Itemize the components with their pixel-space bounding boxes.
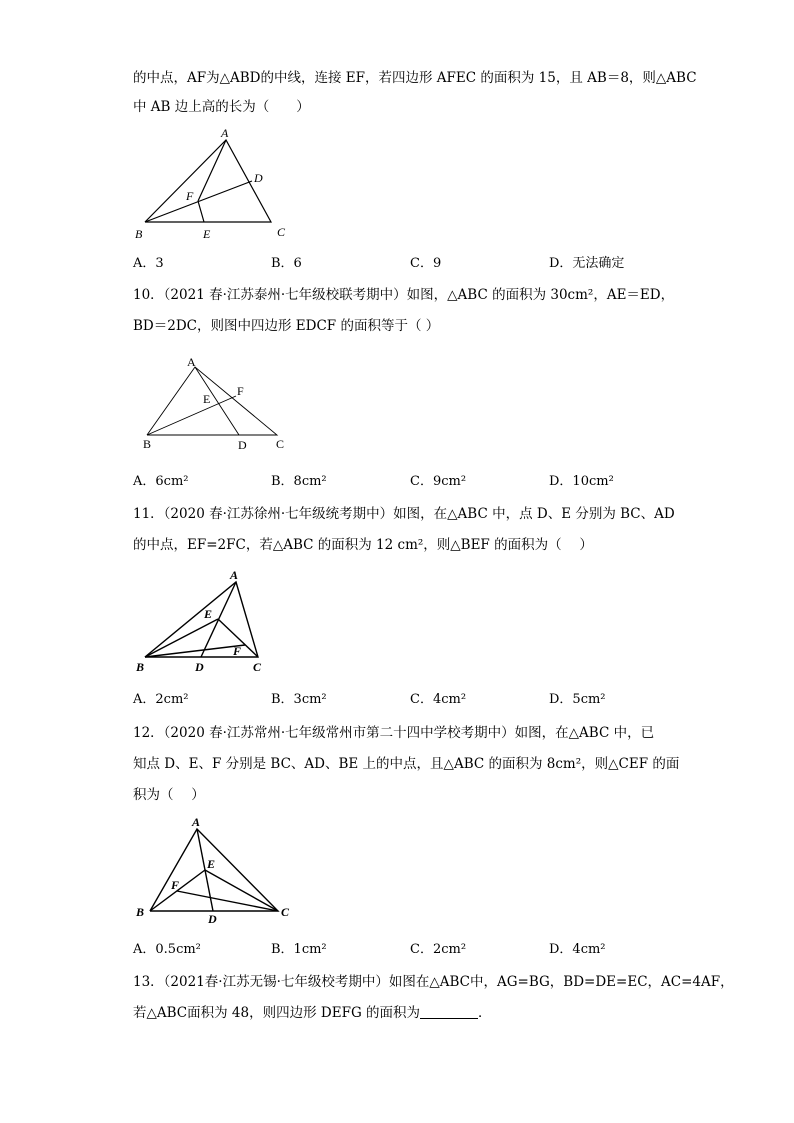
q9-text-line1: 的中点，AF为△ABD的中线，连接 EF，若四边形 AFEC 的面积为 15，且 AB＝8，则△ABC bbox=[133, 70, 697, 86]
q9-label-b: B bbox=[135, 227, 143, 241]
q11-figure bbox=[133, 565, 273, 677]
q10-label-d: D bbox=[238, 438, 247, 452]
q9-label-c: C bbox=[277, 225, 286, 239]
q10-label-c: C bbox=[276, 437, 285, 451]
q9-option-c[interactable]: C．9 bbox=[410, 256, 442, 271]
q11-label-f: F bbox=[233, 644, 242, 658]
q12-text-line1: 12．（2020 春·江苏常州·七年级常州市第二十四中学校考期中）如图，在△ABC 中，已 bbox=[133, 725, 655, 741]
q10-label-e: E bbox=[203, 392, 211, 406]
q11-label-b: B bbox=[136, 660, 145, 674]
q9-option-a[interactable]: A．3 bbox=[133, 256, 164, 271]
q13-line2-suffix: ． bbox=[478, 1005, 492, 1021]
q12-label-e: E bbox=[207, 857, 216, 871]
q11-label-c: C bbox=[253, 660, 262, 674]
q10-option-b[interactable]: B．8cm² bbox=[271, 474, 327, 489]
q11-option-d[interactable]: D．5cm² bbox=[549, 692, 606, 707]
q9-label-a: A bbox=[221, 126, 229, 140]
q12-label-a: A bbox=[192, 815, 201, 829]
q12-text-line2: 知点 D、E、F 分别是 BC、AD、BE 上的中点，且△ABC 的面积为 8cm²，则△CEF 的面 bbox=[133, 756, 680, 772]
q12-label-d: D bbox=[208, 912, 217, 925]
q12-label-b: B bbox=[136, 905, 145, 919]
q10-figure bbox=[135, 352, 295, 454]
q11-option-c[interactable]: C．4cm² bbox=[410, 692, 467, 707]
q13-text-line1: 13．（2021春·江苏无锡·七年级校考期中）如图在△ABC中，AG=BG，BD=DE=EC，AC=4AF， bbox=[133, 974, 734, 990]
q9-text-line2: 中 AB 边上高的长为（ ） bbox=[133, 99, 310, 115]
q11-label-d: D bbox=[195, 660, 204, 674]
q12-option-b[interactable]: B．1cm² bbox=[271, 942, 327, 957]
q12-option-c[interactable]: C．2cm² bbox=[410, 942, 467, 957]
q13-answer-blank[interactable] bbox=[420, 1004, 478, 1019]
q11-label-a: A bbox=[230, 568, 239, 582]
q10-text-line1: 10．（2021 春·江苏泰州·七年级校联考期中）如图，△ABC 的面积为 30cm²，AE＝ED， bbox=[133, 287, 675, 303]
q12-option-a[interactable]: A．0.5cm² bbox=[133, 942, 201, 957]
q9-figure bbox=[130, 126, 300, 244]
q10-label-f: F bbox=[237, 384, 244, 398]
q11-text-line1: 11．（2020 春·江苏徐州·七年级统考期中）如图，在△ABC 中，点 D、E 分别为 BC、AD bbox=[133, 506, 675, 522]
q9-option-b[interactable]: B．6 bbox=[271, 256, 302, 271]
q12-label-f: F bbox=[171, 878, 180, 892]
q10-option-c[interactable]: C．9cm² bbox=[410, 474, 467, 489]
q10-option-d[interactable]: D．10cm² bbox=[549, 474, 614, 489]
q11-option-a[interactable]: A．2cm² bbox=[133, 692, 189, 707]
q11-option-b[interactable]: B．3cm² bbox=[271, 692, 327, 707]
q9-label-f: F bbox=[186, 189, 194, 203]
q10-label-a: A bbox=[187, 355, 196, 369]
q12-label-c: C bbox=[281, 905, 290, 919]
q10-label-b: B bbox=[143, 437, 152, 451]
q9-label-d: D bbox=[254, 171, 263, 185]
q11-label-e: E bbox=[204, 607, 213, 621]
q13-line2-prefix: 若△ABC面积为 48，则四边形 DEFG 的面积为 bbox=[133, 1005, 421, 1021]
q9-option-d[interactable]: D．无法确定 bbox=[549, 256, 625, 271]
q13-text-line2 bbox=[133, 1004, 492, 1022]
q11-text-line2: 的中点，EF=2FC，若△ABC 的面积为 12 cm²，则△BEF 的面积为（ ） bbox=[133, 537, 593, 553]
q9-label-e: E bbox=[203, 227, 211, 241]
q10-text-line2: BD＝2DC，则图中四边形 EDCF 的面积等于（ ） bbox=[133, 318, 440, 334]
q12-figure bbox=[133, 815, 303, 925]
q12-text-line3: 积为（ ） bbox=[133, 787, 205, 803]
q10-option-a[interactable]: A．6cm² bbox=[133, 474, 189, 489]
q12-option-d[interactable]: D．4cm² bbox=[549, 942, 606, 957]
